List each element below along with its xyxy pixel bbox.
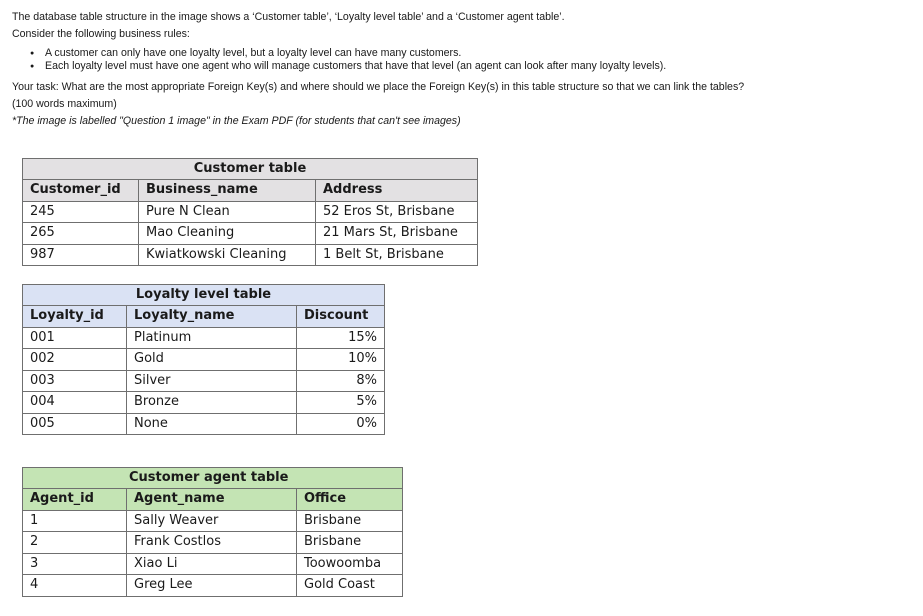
table-row	[23, 370, 385, 392]
cell: 1 Belt St, Brisbane	[316, 244, 478, 266]
column-header: Business_name	[139, 180, 316, 202]
table-row	[23, 349, 385, 371]
column-header: Office	[297, 489, 403, 511]
cell: Toowoomba	[297, 553, 403, 575]
table-row	[23, 244, 478, 266]
table-row	[23, 223, 478, 245]
column-header: Agent_id	[23, 489, 127, 511]
cell: 8%	[297, 370, 385, 392]
cell: 987	[23, 244, 139, 266]
column-header: Agent_name	[127, 489, 297, 511]
table-row	[23, 201, 478, 223]
cell: Pure N Clean	[139, 201, 316, 223]
intro-line: The database table structure in the image shows a ‘Customer table’, ‘Loyalty level table’ and a ‘Customer agent table’.	[12, 11, 565, 23]
cell: 5%	[297, 392, 385, 414]
rule-item: ● A customer can only have one loyalty level, but a loyalty level can have many customers.	[45, 47, 744, 60]
cell: Silver	[127, 370, 297, 392]
cell: Bronze	[127, 392, 297, 414]
table-title: Customer table	[23, 159, 478, 180]
table-row	[23, 575, 403, 597]
rule-item: ● Each loyalty level must have one agent who will manage customers that have that level (an agent can look after many loyalty levels).	[45, 60, 744, 73]
intro-line-2: Consider the following business rules:	[12, 28, 190, 40]
table-row	[23, 532, 403, 554]
question-text	[12, 9, 744, 130]
cell: 0%	[297, 413, 385, 435]
column-header: Customer_id	[23, 180, 139, 202]
image-note: *The image is labelled "Question 1 image" in the Exam PDF (for students that can't see images)	[12, 115, 461, 127]
cell: Frank Costlos	[127, 532, 297, 554]
column-header: Loyalty_id	[23, 306, 127, 328]
cell: 10%	[297, 349, 385, 371]
cell: 4	[23, 575, 127, 597]
column-header: Address	[316, 180, 478, 202]
table-row	[23, 510, 403, 532]
cell: 003	[23, 370, 127, 392]
word-limit: (100 words maximum)	[12, 98, 117, 110]
cell: 005	[23, 413, 127, 435]
cell: Brisbane	[297, 510, 403, 532]
cell: 001	[23, 327, 127, 349]
cell: Greg Lee	[127, 575, 297, 597]
table-title: Loyalty level table	[23, 285, 385, 306]
cell: Sally Weaver	[127, 510, 297, 532]
cell: Platinum	[127, 327, 297, 349]
cell: 002	[23, 349, 127, 371]
cell: Mao Cleaning	[139, 223, 316, 245]
cell: Xiao Li	[127, 553, 297, 575]
customer-agent-table	[22, 467, 403, 597]
table-row	[23, 413, 385, 435]
cell: 245	[23, 201, 139, 223]
customer-table	[22, 158, 478, 266]
cell: None	[127, 413, 297, 435]
cell: 15%	[297, 327, 385, 349]
table-row	[23, 327, 385, 349]
cell: 1	[23, 510, 127, 532]
business-rules-list	[12, 47, 744, 73]
table-row	[23, 553, 403, 575]
cell: 265	[23, 223, 139, 245]
cell: Kwiatkowski Cleaning	[139, 244, 316, 266]
loyalty-level-table	[22, 284, 385, 435]
task-text: Your task: What are the most appropriate Foreign Key(s) and where should we place the Foreign Key(s) in this table structure so that we can link the tables?	[12, 81, 745, 93]
column-header: Discount	[297, 306, 385, 328]
column-header: Loyalty_name	[127, 306, 297, 328]
table-row	[23, 392, 385, 414]
cell: Brisbane	[297, 532, 403, 554]
cell: 004	[23, 392, 127, 414]
cell: Gold	[127, 349, 297, 371]
table-title: Customer agent table	[23, 468, 403, 489]
cell: Gold Coast	[297, 575, 403, 597]
cell: 21 Mars St, Brisbane	[316, 223, 478, 245]
cell: 3	[23, 553, 127, 575]
cell: 2	[23, 532, 127, 554]
cell: 52 Eros St, Brisbane	[316, 201, 478, 223]
